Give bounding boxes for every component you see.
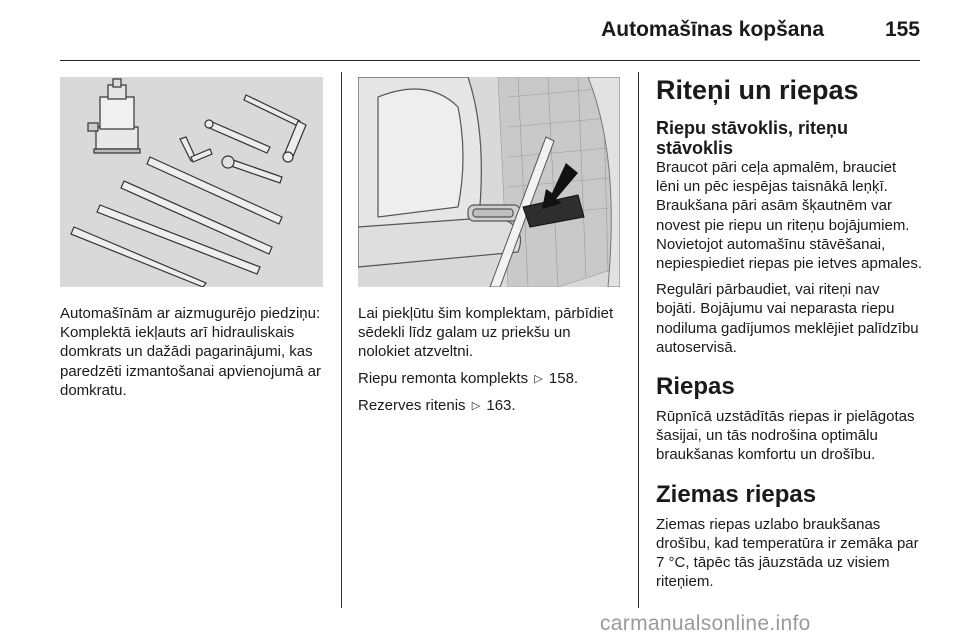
column-divider-right [638, 72, 639, 608]
spare-wheel-text: Rezerves ritenis [358, 396, 466, 414]
page-reference-icon: ▷ [471, 399, 481, 412]
tire-repair-kit-text: Riepu remonta komplekts [358, 369, 529, 387]
page-header [60, 0, 920, 61]
column-divider-left [341, 72, 342, 608]
middle-paragraph-1: Lai piekļūtu šim komplektam, pārbīdiet sēdekli līdz galam uz priekšu un nolokiet atzveltni. [358, 305, 614, 361]
section-heading-tires: Riepas [656, 373, 735, 401]
left-paragraph: Automašīnām ar aizmugurējo piedziņu: Komplektā iekļauts arī hidrauliskais domkrats un dažādi pagarinājumi, kas paredzēti izmantošanai apvienojumā ar domkratu. [60, 305, 321, 399]
right-paragraph-4: Ziemas riepas uzlabo braukšanas drošību, kad temperatūra ir zemāka par 7 °C, tāpēc tās jāuzstāda uz visiem riteņiem. [656, 515, 919, 591]
middle-paragraph-3 [358, 396, 620, 416]
subheading-tire-condition: Riepu stāvoklis, riteņu stāvoklis [656, 118, 849, 158]
middle-paragraph-2 [358, 369, 620, 389]
right-paragraph-2: Regulāri pārbaudiet, vai riteņi nav bojāti. Bojājumu vai neparasta riepu nodiluma gadījumos meklējiet palīdzību autoservisā. [656, 281, 919, 356]
section-heading-wheels-tires: Riteņi un riepas [656, 75, 859, 105]
left-column-text [60, 304, 328, 407]
tool-kit-illustration [60, 77, 323, 287]
watermark: carmanualsonline.info [600, 612, 811, 635]
page-number: 155 [884, 18, 920, 41]
spare-wheel-link[interactable]: 163. [486, 396, 516, 414]
right-paragraph-1: Braucot pāri ceļa apmalēm, brauciet lēni un pēc iespējas taisnākā leņķī. Braukšana pāri asām šķautnēm var novest pie riepu un riteņu bojājumiem. Novietojot automašīnu stāvēšanai, nepiespiediet riepas pie ietves apmales. [656, 159, 922, 273]
chapter-title: Automašīnas kopšana [601, 18, 824, 41]
middle-column-text [358, 304, 620, 423]
right-paragraph-3: Rūpnīcā uzstādītās riepas ir pielāgotas šasijai, un tās nodrošina optimālu braukšanas komfortu un drošību. [656, 408, 915, 464]
page-reference-icon: ▷ [534, 372, 543, 385]
seat-storage-illustration [358, 77, 620, 287]
section-heading-winter-tires: Ziemas riepas [656, 480, 817, 508]
right-column-text [656, 74, 922, 598]
tire-repair-kit-link[interactable]: 158. [548, 369, 579, 387]
